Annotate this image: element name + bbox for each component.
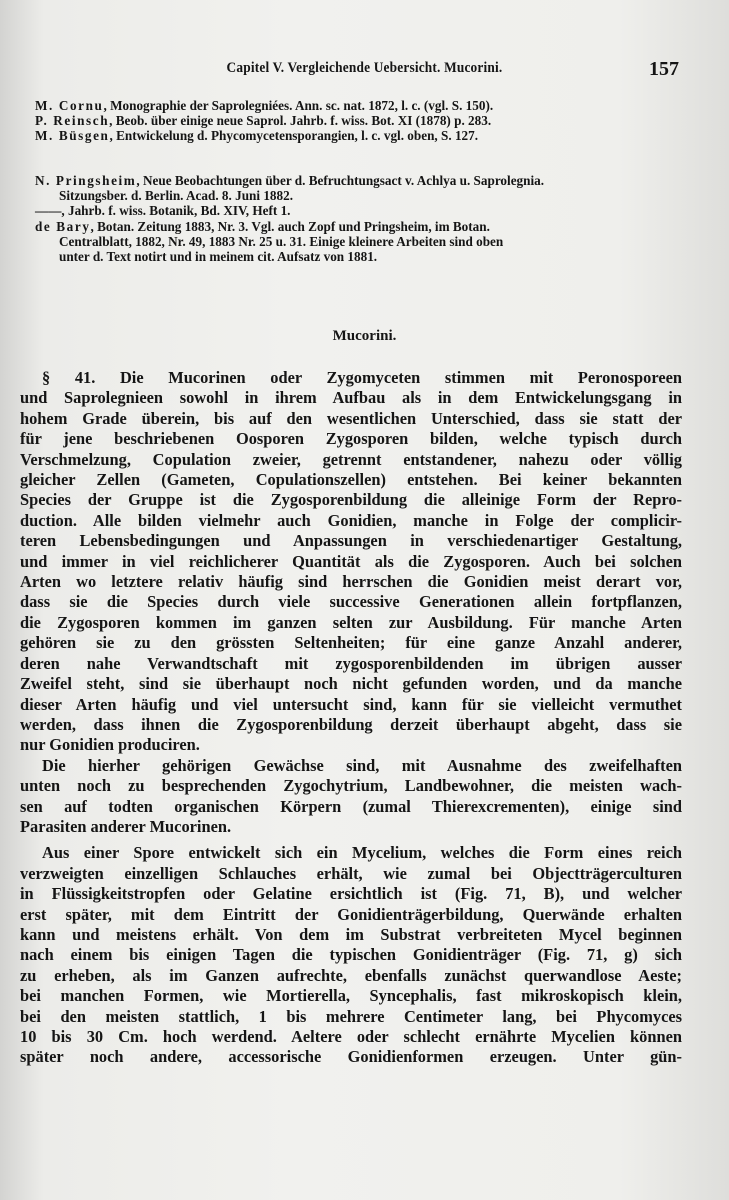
text-line: die Zygosporen kommen im ganzen selten zur Ausbildung. Für manche Arten bbox=[20, 612, 682, 632]
text-line: Zweifel steht, sind sie überhaupt noch nicht gefunden worden, und da manche bbox=[20, 674, 682, 694]
reference-author: M. Cornu bbox=[35, 98, 104, 113]
reference-entry bbox=[35, 113, 685, 128]
reference-entry bbox=[35, 128, 685, 143]
text-line: bei manchen Formen, wie Mortierella, Syncephalis, fast mikroskopisch klein, bbox=[20, 986, 682, 1006]
text-line: teren Lebensbedingungen und Anpassungen in verschiedenartiger Gestaltung, bbox=[20, 531, 682, 551]
reference-author: P. Reinsch bbox=[35, 113, 110, 129]
text-line: Parasiten anderer Mucorinen. bbox=[20, 816, 232, 836]
reference-entry bbox=[35, 98, 685, 113]
main-text bbox=[20, 368, 682, 1068]
text-line: Aus einer Spore entwickelt sich ein Mycelium, welches die Form eines reich bbox=[42, 843, 682, 863]
text-line: verzweigten einzelligen Schlauches erhält, wie zumal bei Objectträgerculturen bbox=[20, 863, 682, 883]
text-line: dass sie die Species durch viele successive Generationen allein fortpflanzen, bbox=[20, 592, 682, 612]
text-line: Species der Gruppe ist die Zygosporenbildung die alleinige Form der Repro- bbox=[20, 490, 682, 510]
text-line: gehören sie zu den grössten Seltenheiten; für eine ganze Anzahl anderer, bbox=[20, 633, 682, 653]
text-line: Arten wo letztere relativ häufig sind herrschen die Gonidien meist derart vor, bbox=[20, 572, 682, 592]
reference-entry bbox=[35, 203, 685, 218]
text-line: nach einem bis einigen Tagen die typischen Gonidienträger (Fig. 71, g) sich bbox=[20, 945, 682, 965]
reference-text: , Neue Beobachtungen über d. Befruchtungsact v. Achlya u. Saprolegnia. bbox=[136, 173, 545, 188]
text-line: kann und meistens erhält. Von dem im Substrat verbreiteten Mycel beginnen bbox=[20, 924, 682, 944]
reference-continuation: Sitzungsber. d. Berlin. Acad. 8. Juni 1882. bbox=[59, 188, 293, 204]
text-line: dieser Arten häufig und viel untersucht sind, kann für sie vielleicht vermuthet bbox=[20, 694, 682, 714]
reference-list-general bbox=[35, 173, 685, 264]
text-line: werden, dass ihnen die Zygosporenbildung derzeit überhaupt abgeht, dass sie bbox=[20, 714, 682, 734]
text-line: Verschmelzung, Copulation zweier, getrennt entstandener, nahezu oder völlig bbox=[20, 449, 682, 469]
reference-list-saprolegnieae bbox=[35, 98, 685, 144]
text-line: für jene beschriebenen Oosporen Zygosporen bilden, welche typisch durch bbox=[20, 429, 682, 449]
reference-entry bbox=[35, 219, 685, 234]
reference-text: , Jahrb. f. wiss. Botanik, Bd. XIV, Heft 1. bbox=[61, 203, 291, 219]
running-title: Capitel V. Vergleichende Uebersicht. Mucorini. bbox=[226, 60, 503, 76]
reference-text: , Beob. über einige neue Saprol. Jahrb. f. wiss. Bot. XI (1878) p. 283. bbox=[109, 113, 492, 129]
text-line: sen auf todten organischen Körpern (zumal Thierexcrementen), einige sind bbox=[20, 796, 682, 816]
section-heading: Mucorini. bbox=[332, 328, 397, 344]
text-line: gleicher Zellen (Gameten, Copulationszellen) entstehen. Bei keiner bekannten bbox=[20, 470, 682, 490]
text-line: § 41. Die Mucorinen oder Zygomyceten stimmen mit Peronosporeen bbox=[42, 368, 682, 387]
text-line: duction. Alle bilden vielmehr auch Gonidien, manche in Folge der complicir- bbox=[20, 510, 682, 530]
text-line: unten noch zu besprechenden Zygochytrium, Landbewohner, die meisten wach- bbox=[20, 776, 682, 796]
reference-continuation: Centralblatt, 1882, Nr. 49, 1883 Nr. 25 u. 31. Einige kleinere Arbeiten sind oben bbox=[59, 233, 504, 249]
text-line: 10 bis 30 Cm. hoch werdend. Aeltere oder schlecht ernährte Mycelien können bbox=[20, 1027, 682, 1046]
text-line: erst später, mit dem Eintritt der Gonidienträgerbildung, Querwände erhalten bbox=[20, 904, 682, 924]
reference-author: de Bary bbox=[35, 218, 91, 234]
text-line: zu erheben, als im Ganzen aufrechte, ebenfalls zunächst querwandlose Aeste; bbox=[20, 965, 682, 985]
reference-text: , Botan. Zeitung 1883, Nr. 3. Vgl. auch Zopf und Pringsheim, im Botan. bbox=[90, 218, 490, 234]
text-line: hohem Grade überein, bis auf den wesentlichen Unterschied, dass sie statt der bbox=[20, 408, 682, 428]
text-line: in Flüssigkeitstropfen oder Gelatine ersichtlich ist (Fig. 71, B), und welcher bbox=[20, 884, 682, 904]
text-line: und immer in viel reichlicherer Quantität als die Zygosporen. Auch bei solchen bbox=[20, 551, 682, 571]
reference-entry bbox=[35, 173, 685, 188]
reference-text: , Monographie der Saprolegniées. Ann. sc. nat. 1872, l. c. (vgl. S. 150). bbox=[103, 98, 494, 113]
running-header bbox=[0, 58, 729, 84]
reference-author: N. Pringsheim bbox=[35, 173, 137, 188]
page-number: 157 bbox=[649, 58, 679, 80]
paragraph-mycelium bbox=[20, 843, 682, 1067]
text-line: und Saprolegnieen sowohl in ihrem Aufbau als in dem Entwickelungsgang in bbox=[20, 388, 682, 408]
paragraph-habitat bbox=[20, 756, 682, 838]
text-line: später noch andere, accessorische Gonidienformen erzeugen. Unter gün- bbox=[20, 1047, 682, 1067]
text-line: bei den meisten stattlich, 1 bis mehrere Centimeter lang, bei Phycomyces bbox=[20, 1006, 682, 1026]
reference-author: M. Büsgen bbox=[35, 128, 110, 144]
text-line: Die hierher gehörigen Gewächse sind, mit Ausnahme des zweifelhaften bbox=[42, 755, 682, 775]
reference-continuation: unter d. Text notirt und in meinem cit. Aufsatz von 1881. bbox=[59, 249, 378, 265]
paragraph-41-intro bbox=[20, 368, 682, 756]
reference-author: —— bbox=[35, 203, 62, 219]
text-line: nur Gonidien produciren. bbox=[20, 735, 200, 755]
reference-text: , Entwickelung d. Phycomycetensporangien, l. c. vgl. oben, S. 127. bbox=[109, 128, 479, 144]
text-line: deren nahe Verwandtschaft mit zygosporenbildenden im übrigen ausser bbox=[20, 653, 682, 673]
